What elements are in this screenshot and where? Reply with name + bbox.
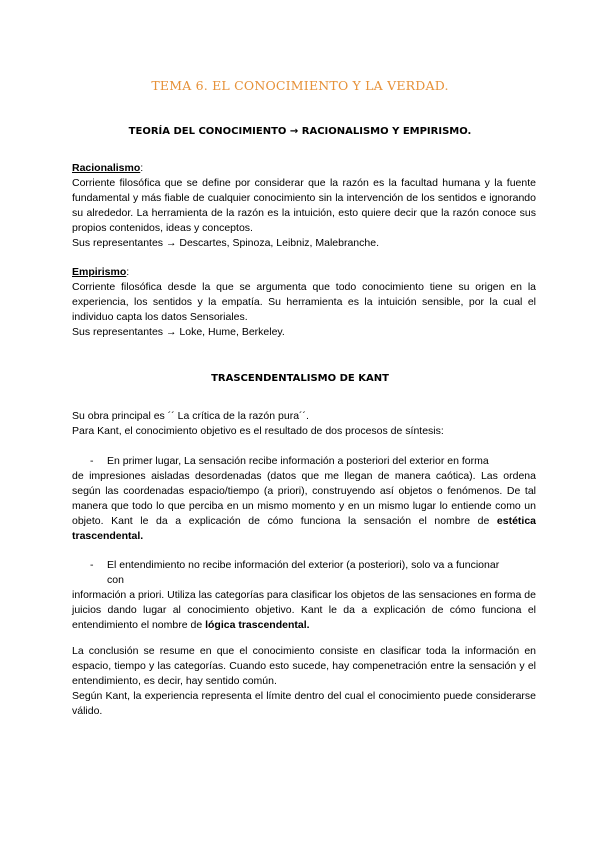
empirismo-label: Empirismo [72,266,127,278]
empirismo-colon: : [126,266,130,278]
estetica-trascendental-term: estética trascendental. [72,515,536,542]
bullet2-second-line: con [107,574,124,586]
kant-intro: Para Kant, el conocimiento objetivo es el resultado de dos procesos de síntesis: [72,425,444,437]
bullet2-paragraph [72,588,536,633]
logica-trascendental-term: lógica trascendental. [205,619,310,631]
limite-paragraph: Según Kant, la experiencia representa el límite dentro del cual el conocimiento puede considerarse válido. [72,690,536,717]
empirismo-paragraph: Corriente filosófica desde la que se argumenta que todo conocimiento tiene su origen en la experiencia, los sentidos y la empatía. Su herramienta es la intuición sensible, por la cual el individuo capta los datos Sensoriales. [72,281,536,323]
bullet2-text: información a priori. Utiliza las categorías para clasificar los objetos de las sensaciones en forma de juicios dando lugar al conocimiento objetivo. Kant le da a explicación de cómo funciona el entendimiento el nombre de [72,589,536,631]
conclusion-paragraph: La conclusión se resume en que el conocimiento consiste en clasificar toda la información en espacio, tiempo y las categorías. Cuando esto sucede, hay compenetración entre la sensación y el entendimiento, es decir, hay sentido común. [72,645,536,687]
bullet2-first-line: El entendimiento no recibe información del exterior (a posteriori), solo va a funcionar [107,559,500,571]
empirismo-representantes: Sus representantes → Loke, Hume, Berkeley. [72,326,285,338]
racionalismo-representantes: Sus representantes → Descartes, Spinoza, Leibniz, Malebranche. [72,237,379,249]
racionalismo-colon: : [140,162,144,174]
racionalismo-label: Racionalismo [72,162,141,174]
bullet1-text: de impresiones aisladas desordenadas (datos que me llegan de manera caótica). Las ordena según las coordenadas espacio/tiempo (a priori), construyendo así objetos o fenómenos. De tal manera que todo lo que perciba en un mismo momento y en un mismo lugar lo entiende como un objeto. Kant le da a explicación de cómo funciona la sensación el nombre de [72,470,536,527]
racionalismo-label-line [72,161,536,176]
section-heading-kant: TRASCENDENTALISMO DE KANT [211,373,389,384]
bullet2-dash: - [90,559,94,571]
section-heading-teoria: TEORÍA DEL CONOCIMIENTO → RACIONALISMO Y EMPIRISMO. [128,126,472,137]
bullet1-dash: - [90,455,94,467]
page-title: TEMA 6. EL CONOCIMIENTO Y LA VERDAD. [151,78,449,93]
kant-obra: Su obra principal es ´´ La crítica de la razón pura´´. [72,410,309,422]
empirismo-label-line [72,265,536,280]
bullet1-paragraph [72,469,536,544]
bullet1-first-line: En primer lugar, La sensación recibe información a posteriori del exterior en forma [107,455,489,467]
racionalismo-paragraph: Corriente filosófica que se define por considerar que la razón es la facultad humana y la fuente fundamental y más fiable de cualquier conocimiento sin la intervención de los sentidos e ignorando su alrededor. La herramienta de la razón es la intuición, esto quiere decir que la razón conoce sus propios contenidos, ideas y conceptos. [72,177,536,234]
